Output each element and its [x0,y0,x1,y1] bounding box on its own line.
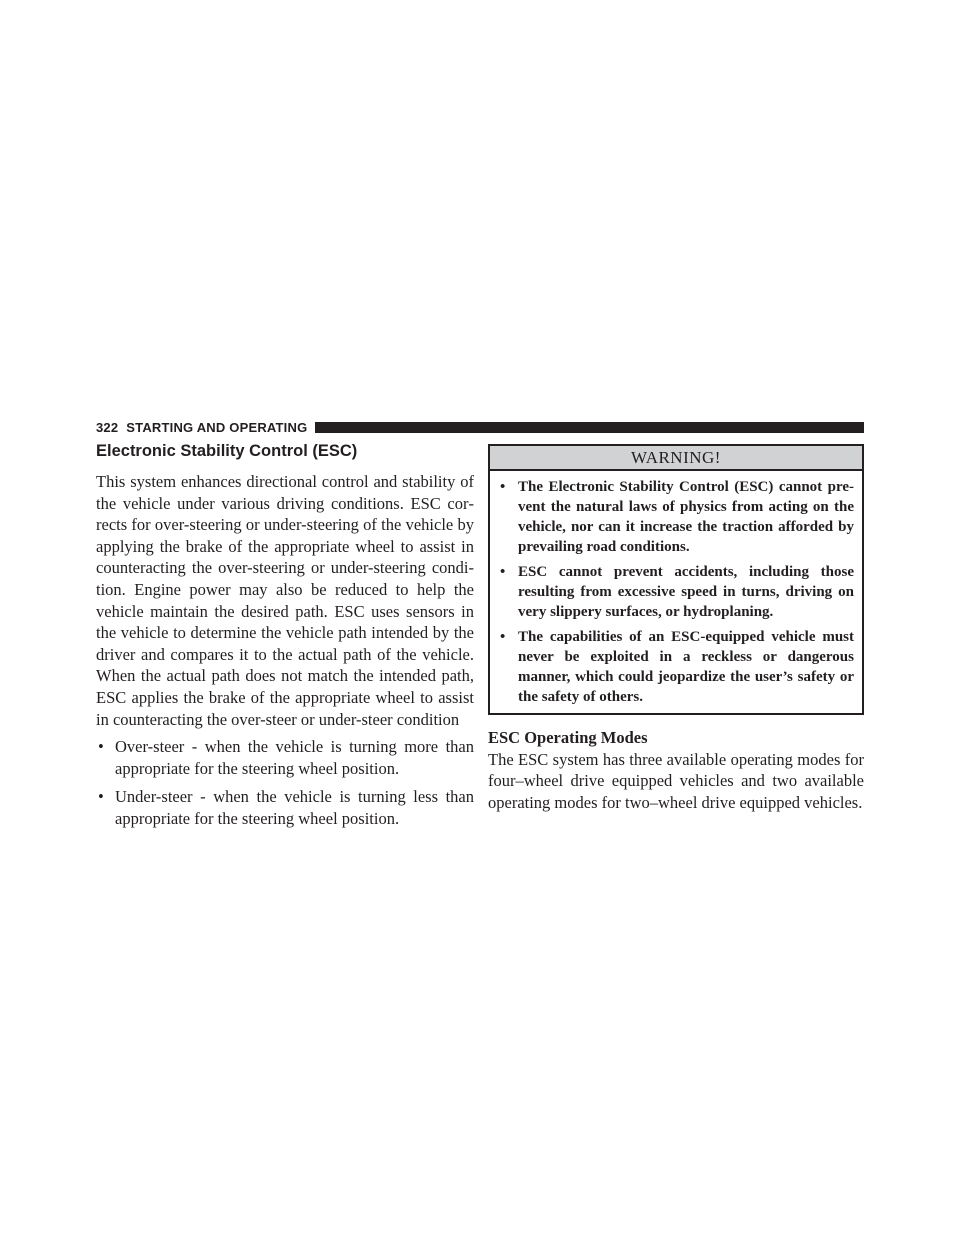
list-item [96,786,474,829]
left-column [96,440,474,837]
bullet-icon: • [98,737,104,757]
warning-list [490,471,862,713]
warning-heading: WARNING! [490,446,862,471]
esc-title: Electronic Stability Control (ESC) [96,442,358,460]
warning-text: ESC cannot prevent accidents, including those resulting from excessive speed in turns, driving on very slippery surfaces, or hydroplaning. [518,564,854,620]
list-item [500,627,854,707]
page-header [96,420,864,434]
header-rule [315,422,864,433]
list-item [500,562,854,622]
bullet-icon: • [98,787,104,807]
right-column [488,444,864,813]
modes-title: ESC Operating Modes [488,728,648,747]
warning-text: The Electronic Stability Control (ESC) cannot prevent the natural laws of physics from acting on the vehicle, nor can it increase the traction afforded by prevailing road conditions. [518,479,854,555]
page-number: 322 [96,419,119,435]
esc-bullet-list [96,736,474,829]
bullet-text: Under-steer - when the vehicle is turning less than appropriate for the steering wheel position. [115,787,474,828]
warning-box [488,444,864,715]
bullet-icon: • [500,479,506,495]
list-item [500,477,854,557]
list-item [96,736,474,779]
bullet-icon: • [500,564,506,580]
bullet-text: Over-steer - when the vehicle is turning more than appropriate for the steering wheel position. [115,737,474,778]
esc-paragraph: This system enhances directional control and stability of the vehicle under various driving conditions. ESC corrects for over-steering or under-steering of the vehicle by applying the brake of the appropriate wheel to assist in counteracting the over-steering or under-steering condition. Engine power may also be reduced to help the vehicle maintain the desired path. ESC uses sensors in the vehicle to determine the vehicle path intended by the driver and compares it to the actual path of the vehicle. When the actual path does not match the intended path, ESC applies the brake of the appropriate wheel to assist in counteracting the over-steer or under-steer condition [96,472,474,729]
modes-paragraph: The ESC system has three available operating modes for four–wheel drive equipped vehicles and two available operating modes for two–wheel drive equipped vehicles. [488,749,864,812]
warning-text: The capabilities of an ESC-equipped vehicle must never be exploited in a reckless or dangerous manner, which could jeopardize the user’s safety or the safety of others. [518,629,854,705]
section-name: STARTING AND OPERATING [126,419,308,435]
bullet-icon: • [500,629,506,645]
